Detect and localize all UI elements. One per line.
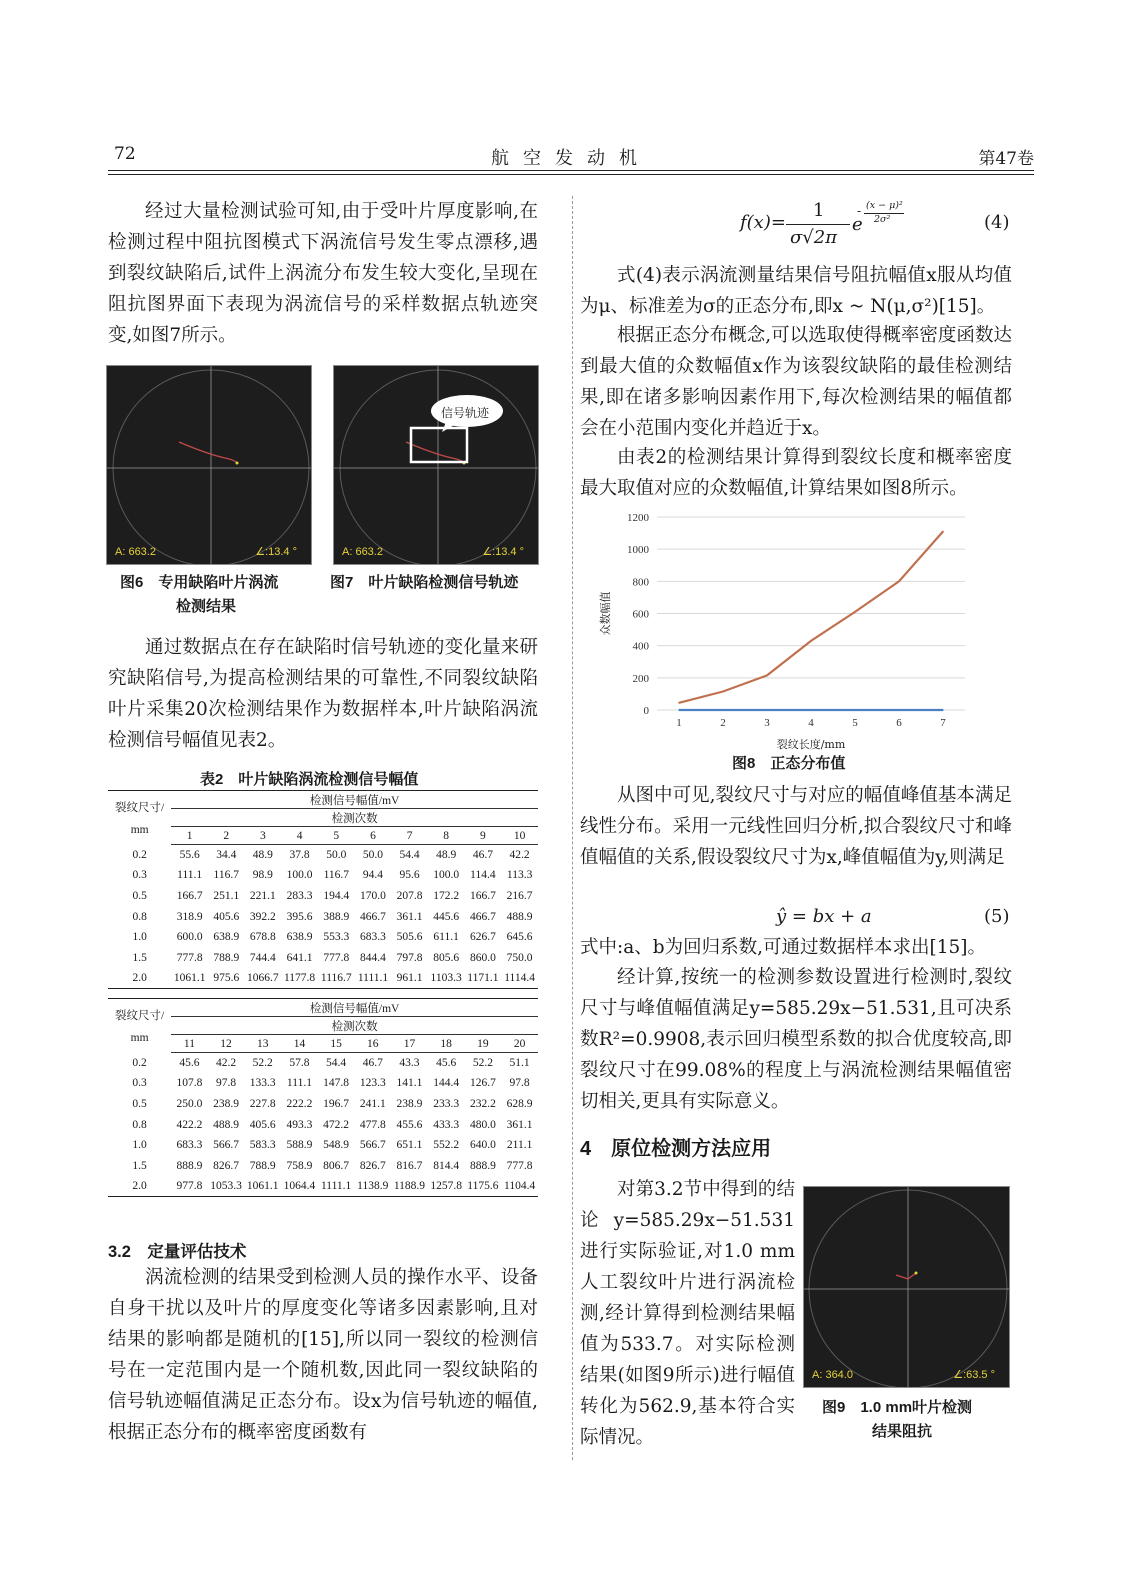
data-point: [898, 709, 900, 711]
amplitude-cell: 392.2: [249, 910, 276, 923]
table-row: [108, 845, 538, 866]
amplitude-cell: 1104.4: [501, 1176, 538, 1197]
amplitude-cell: 433.3: [433, 1118, 460, 1131]
amplitude-cell: 241.1: [359, 1097, 386, 1110]
impedance-grid-icon: [107, 366, 312, 565]
column-index: 10: [501, 827, 538, 845]
fraction-bar: [786, 224, 850, 225]
y-tick-label: 400: [632, 640, 649, 653]
crack-size-cell: 0.2: [132, 848, 147, 861]
amplitude-cell: 1114.4: [501, 968, 538, 989]
y-tick-label: 800: [632, 576, 649, 589]
amplitude-cell: 1138.9: [354, 1176, 391, 1197]
column-index: 4: [281, 827, 318, 845]
amplitude-cell: 318.9: [176, 910, 203, 923]
data-point: [810, 640, 812, 642]
angle-readout: ∠:13.4 °: [482, 546, 524, 558]
amplitude-cell: 566.7: [359, 1139, 386, 1152]
amplitude-cell: 116.7: [213, 869, 239, 882]
amplitude-cell: 37.8: [289, 849, 310, 862]
table-row: [108, 1073, 538, 1094]
column-index-row: [108, 827, 538, 845]
amplitude-cell: 1103.3: [428, 968, 465, 989]
figure-6-caption: 图6 专用缺陷叶片涡流 检测结果: [120, 574, 279, 615]
column-index: 1: [171, 827, 208, 845]
impedance-grid-icon: [334, 366, 539, 565]
amplitude-cell: 97.8: [215, 1077, 237, 1090]
table-row: [108, 968, 538, 989]
amplitude-cell: 55.6: [179, 849, 200, 862]
data-point: [810, 709, 812, 711]
paragraph-quant-eval: 涡流检测的结果受到检测人员的操作水平、设备自身干扰以及叶片的厚度变化等诸多因素影响,且对结果的影响都是随机的[15],所以同一裂纹的检测信号在一定范围内是一个随机数,因此同一裂纹缺陷的信号轨迹幅值满足正态分布。设x为信号轨迹的幅值,根据正态分布的概率密度函数有: [108, 1267, 538, 1443]
amplitude-cell: 1064.4: [281, 1176, 318, 1197]
paragraph-regression-result: 经计算,按统一的检测参数设置进行检测时,裂纹尺寸与峰值幅值满足y=585.29x−51.531,且可决系数R²=0.9908,表示回归模型系数的拟合优度较高,即裂纹尺寸在99.08%的程度上与涡流检测结果幅值密切相关,更具有实际意义。: [580, 967, 1012, 1112]
amplitude-cell: 961.1: [391, 968, 427, 989]
amplitude-cell: 1053.3: [208, 1176, 245, 1197]
amplitude-cell: 107.8: [176, 1077, 203, 1090]
amplitude-cell: 42.2: [215, 1057, 237, 1070]
count-subheader: 检测次数: [171, 1017, 538, 1035]
amplitude-cell: 52.2: [472, 1057, 493, 1070]
table-2-part-2: [108, 998, 538, 1197]
amplitude-cell: 975.6: [208, 968, 244, 989]
amplitude-cell: 361.1: [506, 1118, 533, 1131]
size-header: 裂纹尺寸/ mm: [108, 999, 171, 1053]
column-index: 9: [465, 827, 502, 845]
amplitude-cell: 651.1: [396, 1139, 423, 1152]
paragraph-eq4-explain: 式(4)表示涡流测量结果信号阻抗幅值x服从均值为μ、标准差为σ的正态分布,即x ~ N(μ,σ²)[15]。: [580, 265, 1012, 317]
amplitude-cell: 744.4: [249, 951, 276, 964]
amplitude-cell: 54.4: [326, 1057, 347, 1070]
paragraph-verification: 对第3.2节中得到的结论y=585.29x−51.531进行实际验证,对1.0 mm人工裂纹叶片进行涡流检测,经计算得到检测结果幅值为533.7。对实际检测结果(如图9所示)进行幅值转化为562.9,基本符合实际情况。: [580, 1179, 795, 1448]
amplitude-cell: 48.9: [252, 849, 273, 862]
crack-size-cell: 0.3: [132, 1077, 147, 1090]
amplitude-cell: 172.2: [433, 889, 460, 902]
amplitude-cell: 147.8: [323, 1077, 350, 1090]
crack-size-cell: 2.0: [108, 968, 171, 989]
crack-size-cell: 2.0: [108, 1176, 171, 1197]
crack-size-cell: 0.2: [132, 1056, 147, 1069]
amplitude-cell: 111.1: [177, 869, 203, 882]
amplitude-cell: 238.9: [213, 1097, 239, 1110]
amplitude-cell: 50.0: [326, 849, 347, 862]
amplitude-cell: 788.9: [249, 1159, 276, 1172]
table-row: [108, 1094, 538, 1115]
amplitude-cell: 48.9: [436, 849, 457, 862]
amplitude-cell: 1116.7: [318, 968, 355, 989]
figure-7-impedance-plot: [333, 365, 539, 565]
count-subheader: 检测次数: [171, 809, 538, 827]
amplitude-cell: 466.7: [469, 910, 496, 923]
table-row: [108, 1155, 538, 1176]
data-point: [854, 709, 856, 711]
amplitude-cell: 611.1: [433, 931, 459, 944]
amplitude-cell: 583.3: [249, 1139, 276, 1152]
amplitude-cell: 888.9: [176, 1159, 203, 1172]
paragraph-intro: 经过大量检测试验可知,由于受叶片厚度影响,在检测过程中阻抗图模式下涡流信号发生零点漂移,遇到裂纹缺陷后,试件上涡流分布发生较大变化,呈现在阻抗图界面下表现为涡流信号的采样数据点轨迹突变,如图7所示。: [108, 201, 538, 346]
data-point: [678, 702, 680, 704]
section-3-2-title: 3.2 定量评估技术: [108, 1243, 247, 1261]
amplitude-cell: 683.3: [176, 1139, 203, 1152]
amplitude-cell: 758.9: [286, 1159, 313, 1172]
volume-label: 第47卷: [978, 149, 1034, 169]
amplitude-cell: 34.4: [216, 849, 237, 862]
section-4-title: 4 原位检测方法应用: [580, 1138, 772, 1160]
amplitude-cell: 238.9: [396, 1097, 423, 1110]
column-index: 17: [391, 1035, 428, 1053]
paragraph-mode-amplitude: 根据正态分布概念,可以选取使得概率密度函数达到最大值的众数幅值x作为该裂纹缺陷的最佳检测结果,即在诸多影响因素作用下,每次检测结果的幅值都会在小范围内变化并趋近于x。: [580, 325, 1012, 439]
amplitude-cell: 43.3: [399, 1057, 420, 1070]
amplitude-cell: 488.9: [506, 910, 533, 923]
column-index: 5: [318, 827, 355, 845]
signal-trajectory-callout: 信号轨迹: [441, 406, 490, 420]
page-number: 72: [114, 144, 136, 164]
table-row: [108, 1176, 538, 1197]
amplitude-cell: 860.0: [469, 951, 496, 964]
amplitude-cell: 640.0: [469, 1139, 496, 1152]
x-tick-label: 2: [720, 717, 726, 729]
amplitude-cell: 816.7: [396, 1159, 423, 1172]
paragraph-coefficients: 式中:a、b为回归系数,可通过数据样本求出[15]。: [580, 937, 986, 958]
amplitude-cell: 42.2: [509, 849, 530, 862]
amplitude-cell: 111.1: [286, 1077, 312, 1090]
data-point: [678, 709, 680, 711]
figure-8-chart: [595, 507, 995, 752]
amplitude-cell: 123.3: [359, 1077, 386, 1090]
amplitude-cell: 455.6: [396, 1118, 423, 1131]
data-point: [942, 531, 944, 533]
amplitude-cell: 94.4: [362, 869, 384, 882]
y-tick-label: 600: [632, 608, 649, 621]
amplitude-cell: 144.4: [433, 1077, 460, 1090]
amplitude-cell: 251.1: [213, 889, 240, 902]
amplitude-cell: 777.8: [506, 1159, 533, 1172]
y-axis-label: 众数幅值: [599, 591, 612, 636]
amplitude-cell: 505.6: [396, 931, 423, 944]
amplitude-cell: 113.3: [506, 869, 533, 882]
angle-readout: ∠:63.5 °: [953, 1369, 995, 1381]
header-rule: [108, 170, 1034, 171]
amplitude-cell: 46.7: [362, 1057, 383, 1070]
table-2-part-1: [108, 790, 538, 989]
amplitude-cell: 141.1: [396, 1077, 423, 1090]
crack-size-cell: 0.8: [132, 1118, 147, 1131]
column-index: 3: [245, 827, 282, 845]
amplitude-cell: 493.3: [286, 1118, 313, 1131]
x-tick-label: 7: [940, 717, 946, 729]
data-point: [722, 691, 724, 693]
crack-size-cell: 1.5: [132, 951, 147, 964]
amplitude-cell: 844.4: [360, 951, 386, 964]
amplitude-cell: 548.9: [323, 1139, 350, 1152]
amplitude-cell: 207.8: [396, 889, 423, 902]
amplitude-cell: 133.3: [249, 1077, 276, 1090]
figure-9-impedance-plot: [803, 1186, 1010, 1388]
data-point: [854, 611, 856, 613]
amplitude-cell: 480.0: [469, 1118, 496, 1131]
amplitude-cell: 116.7: [323, 869, 350, 882]
amplitude-cell: 211.1: [506, 1139, 533, 1152]
amplitude-cell: 250.0: [176, 1097, 203, 1110]
y-tick-label: 1200: [627, 512, 649, 524]
column-index: 6: [355, 827, 392, 845]
figure-6-impedance-plot: [106, 365, 312, 565]
amplitude-cell: 361.1: [396, 910, 423, 923]
amplitude-cell: 777.8: [176, 951, 203, 964]
data-point: [898, 581, 900, 583]
table-row: [108, 906, 538, 927]
amplitude-cell: 588.9: [286, 1139, 313, 1152]
crack-size-cell: 0.3: [132, 869, 147, 882]
data-point: [722, 709, 724, 711]
column-index: 13: [244, 1035, 281, 1053]
amplitude-cell: 97.8: [509, 1077, 530, 1090]
amplitude-cell: 1061.1: [244, 1176, 281, 1197]
crack-size-cell: 1.0: [132, 931, 147, 944]
data-point: [942, 709, 944, 711]
amplitude-cell: 1061.1: [171, 968, 208, 989]
amplitude-cell: 52.2: [252, 1057, 273, 1070]
amplitude-cell: 1177.8: [281, 968, 318, 989]
amplitude-cell: 45.6: [436, 1057, 457, 1070]
amplitude-cell: 1111.1: [355, 968, 392, 989]
amplitude-cell: 553.3: [323, 931, 350, 944]
amplitude-group-header: 检测信号幅值/mV: [171, 999, 538, 1017]
angle-readout: ∠:13.4 °: [255, 546, 297, 558]
amplitude-cell: 626.7: [469, 931, 496, 944]
crack-size-cell: 0.5: [132, 889, 147, 902]
table-row: [108, 1053, 538, 1074]
amplitude-readout: A: 663.2: [115, 546, 156, 558]
amplitude-cell: 888.9: [469, 1159, 496, 1172]
data-point: [766, 709, 768, 711]
amplitude-cell: 166.7: [469, 889, 496, 902]
amplitude-cell: 196.7: [323, 1097, 350, 1110]
column-index: 7: [391, 827, 427, 845]
amplitude-cell: 1171.1: [465, 968, 502, 989]
column-index: 16: [354, 1035, 391, 1053]
amplitude-cell: 233.3: [433, 1097, 460, 1110]
amplitude-cell: 283.3: [286, 889, 313, 902]
amplitude-cell: 566.7: [213, 1139, 239, 1152]
amplitude-cell: 477.8: [359, 1118, 386, 1131]
amplitude-cell: 777.8: [323, 951, 350, 964]
amplitude-cell: 806.7: [323, 1159, 350, 1172]
x-tick-label: 5: [852, 717, 858, 729]
column-index: 2: [208, 827, 244, 845]
amplitude-cell: 445.6: [433, 910, 460, 923]
amplitude-cell: 46.7: [472, 849, 493, 862]
paragraph-fig8-intro: 由表2的检测结果计算得到裂纹长度和概率密度最大取值对应的众数幅值,计算结果如图8所示。: [580, 447, 1012, 499]
amplitude-cell: 1257.8: [428, 1176, 465, 1197]
amplitude-cell: 814.4: [433, 1159, 460, 1172]
x-tick-label: 1: [676, 717, 682, 729]
paragraph-regression: 从图中可见,裂纹尺寸与对应的幅值峰值基本满足线性分布。采用一元线性回归分析,拟合裂纹尺寸和峰值幅值的关系,假设裂纹尺寸为x,峰值幅值为y,则满足: [580, 785, 1012, 868]
amplitude-cell: 170.0: [360, 889, 386, 902]
paragraph-signal-study: 通过数据点在存在缺陷时信号轨迹的变化量来研究缺陷信号,为提高检测结果的可靠性,不同裂纹缺陷叶片采集20次检测结果作为数据样本,叶片缺陷涡流检测信号幅值见表2。: [108, 637, 538, 751]
amplitude-cell: 388.9: [323, 910, 350, 923]
amplitude-cell: 805.6: [433, 951, 460, 964]
amplitude-cell: 552.2: [433, 1139, 460, 1152]
series-line-1: [679, 531, 943, 702]
column-index-row: [108, 1035, 538, 1053]
amplitude-cell: 57.8: [289, 1057, 310, 1070]
amplitude-cell: 166.7: [176, 889, 203, 902]
amplitude-cell: 422.2: [176, 1118, 203, 1131]
amplitude-cell: 826.7: [213, 1159, 239, 1172]
column-index: 14: [281, 1035, 318, 1053]
amplitude-cell: 1066.7: [245, 968, 282, 989]
data-point: [766, 675, 768, 677]
amplitude-cell: 54.4: [399, 849, 420, 862]
amplitude-cell: 221.1: [249, 889, 276, 902]
equation-5: ŷ = bx + a: [776, 906, 872, 927]
table-row: [108, 1114, 538, 1135]
amplitude-cell: 750.0: [506, 951, 533, 964]
x-tick-label: 6: [896, 717, 902, 729]
amplitude-cell: 641.1: [286, 951, 313, 964]
amplitude-cell: 98.9: [252, 869, 273, 882]
amplitude-cell: 683.3: [360, 931, 386, 944]
amplitude-cell: 194.4: [323, 889, 350, 902]
column-index: 18: [428, 1035, 465, 1053]
amplitude-cell: 788.9: [213, 951, 240, 964]
x-tick-label: 3: [764, 717, 770, 729]
figure-9-caption: 图9 1.0 mm叶片检测 结果阻抗: [822, 1399, 973, 1440]
amplitude-cell: 50.0: [362, 849, 384, 862]
column-index: 12: [208, 1035, 245, 1053]
table-row: [108, 947, 538, 968]
table-row: [108, 927, 538, 948]
crack-size-cell: 0.5: [132, 1097, 147, 1110]
figure-8-caption: 图8 正态分布值: [732, 755, 846, 772]
column-index: 19: [465, 1035, 502, 1053]
header-rule-thin: [108, 174, 1034, 175]
y-tick-label: 0: [643, 705, 649, 717]
amplitude-cell: 797.8: [396, 951, 423, 964]
amplitude-group-header: 检测信号幅值/mV: [171, 791, 538, 809]
amplitude-cell: 232.2: [469, 1097, 496, 1110]
amplitude-cell: 638.9: [213, 931, 240, 944]
amplitude-cell: 100.0: [433, 869, 460, 882]
amplitude-cell: 472.2: [323, 1118, 350, 1131]
chart-svg: [595, 507, 995, 752]
y-tick-label: 200: [632, 672, 649, 685]
amplitude-cell: 100.0: [286, 869, 313, 882]
amplitude-cell: 638.9: [286, 931, 313, 944]
impedance-grid-icon: [804, 1187, 1010, 1388]
amplitude-cell: 126.7: [469, 1077, 496, 1090]
amplitude-cell: 227.8: [249, 1097, 276, 1110]
size-header: 裂纹尺寸/ mm: [108, 791, 171, 845]
amplitude-cell: 114.4: [470, 869, 496, 882]
column-index: 15: [318, 1035, 355, 1053]
y-tick-label: 1000: [627, 544, 649, 557]
crack-size-cell: 1.0: [132, 1139, 147, 1152]
column-index: 11: [171, 1035, 207, 1053]
amplitude-cell: 405.6: [213, 910, 240, 923]
amplitude-readout: A: 364.0: [812, 1369, 853, 1381]
amplitude-cell: 826.7: [359, 1159, 386, 1172]
amplitude-cell: 977.8: [171, 1176, 207, 1197]
table-row: [108, 865, 538, 886]
amplitude-cell: 222.2: [286, 1097, 313, 1110]
amplitude-cell: 95.6: [399, 869, 420, 882]
equation-5-number: (5): [984, 906, 1010, 927]
x-axis-label: 裂纹长度/mm: [776, 738, 846, 751]
amplitude-cell: 466.7: [360, 910, 386, 923]
table-row: [108, 1135, 538, 1156]
crack-size-cell: 1.5: [132, 1159, 147, 1172]
column-index: 20: [501, 1035, 538, 1053]
amplitude-cell: 51.1: [509, 1057, 530, 1070]
amplitude-cell: 1175.6: [465, 1176, 502, 1197]
table-2-title: 表2 叶片缺陷涡流检测信号幅值: [200, 771, 419, 788]
amplitude-cell: 395.6: [286, 910, 313, 923]
amplitude-cell: 645.6: [506, 931, 533, 944]
amplitude-cell: 678.8: [249, 931, 276, 944]
column-index: 8: [428, 827, 465, 845]
amplitude-cell: 216.7: [506, 889, 533, 902]
amplitude-cell: 628.9: [506, 1097, 533, 1110]
crack-size-cell: 0.8: [132, 910, 147, 923]
amplitude-cell: 405.6: [249, 1118, 276, 1131]
amplitude-cell: 488.9: [213, 1118, 239, 1131]
journal-title: 航空发动机: [491, 148, 651, 169]
amplitude-cell: 45.6: [179, 1057, 200, 1070]
figure-7-caption: 图7 叶片缺陷检测信号轨迹: [330, 574, 519, 591]
amplitude-cell: 600.0: [176, 931, 203, 944]
amplitude-cell: 1188.9: [391, 1176, 428, 1197]
amplitude-cell: 1111.1: [318, 1176, 355, 1197]
x-tick-label: 4: [808, 717, 814, 729]
column-divider: [572, 196, 573, 1460]
amplitude-readout: A: 663.2: [342, 546, 383, 558]
table-row: [108, 886, 538, 907]
